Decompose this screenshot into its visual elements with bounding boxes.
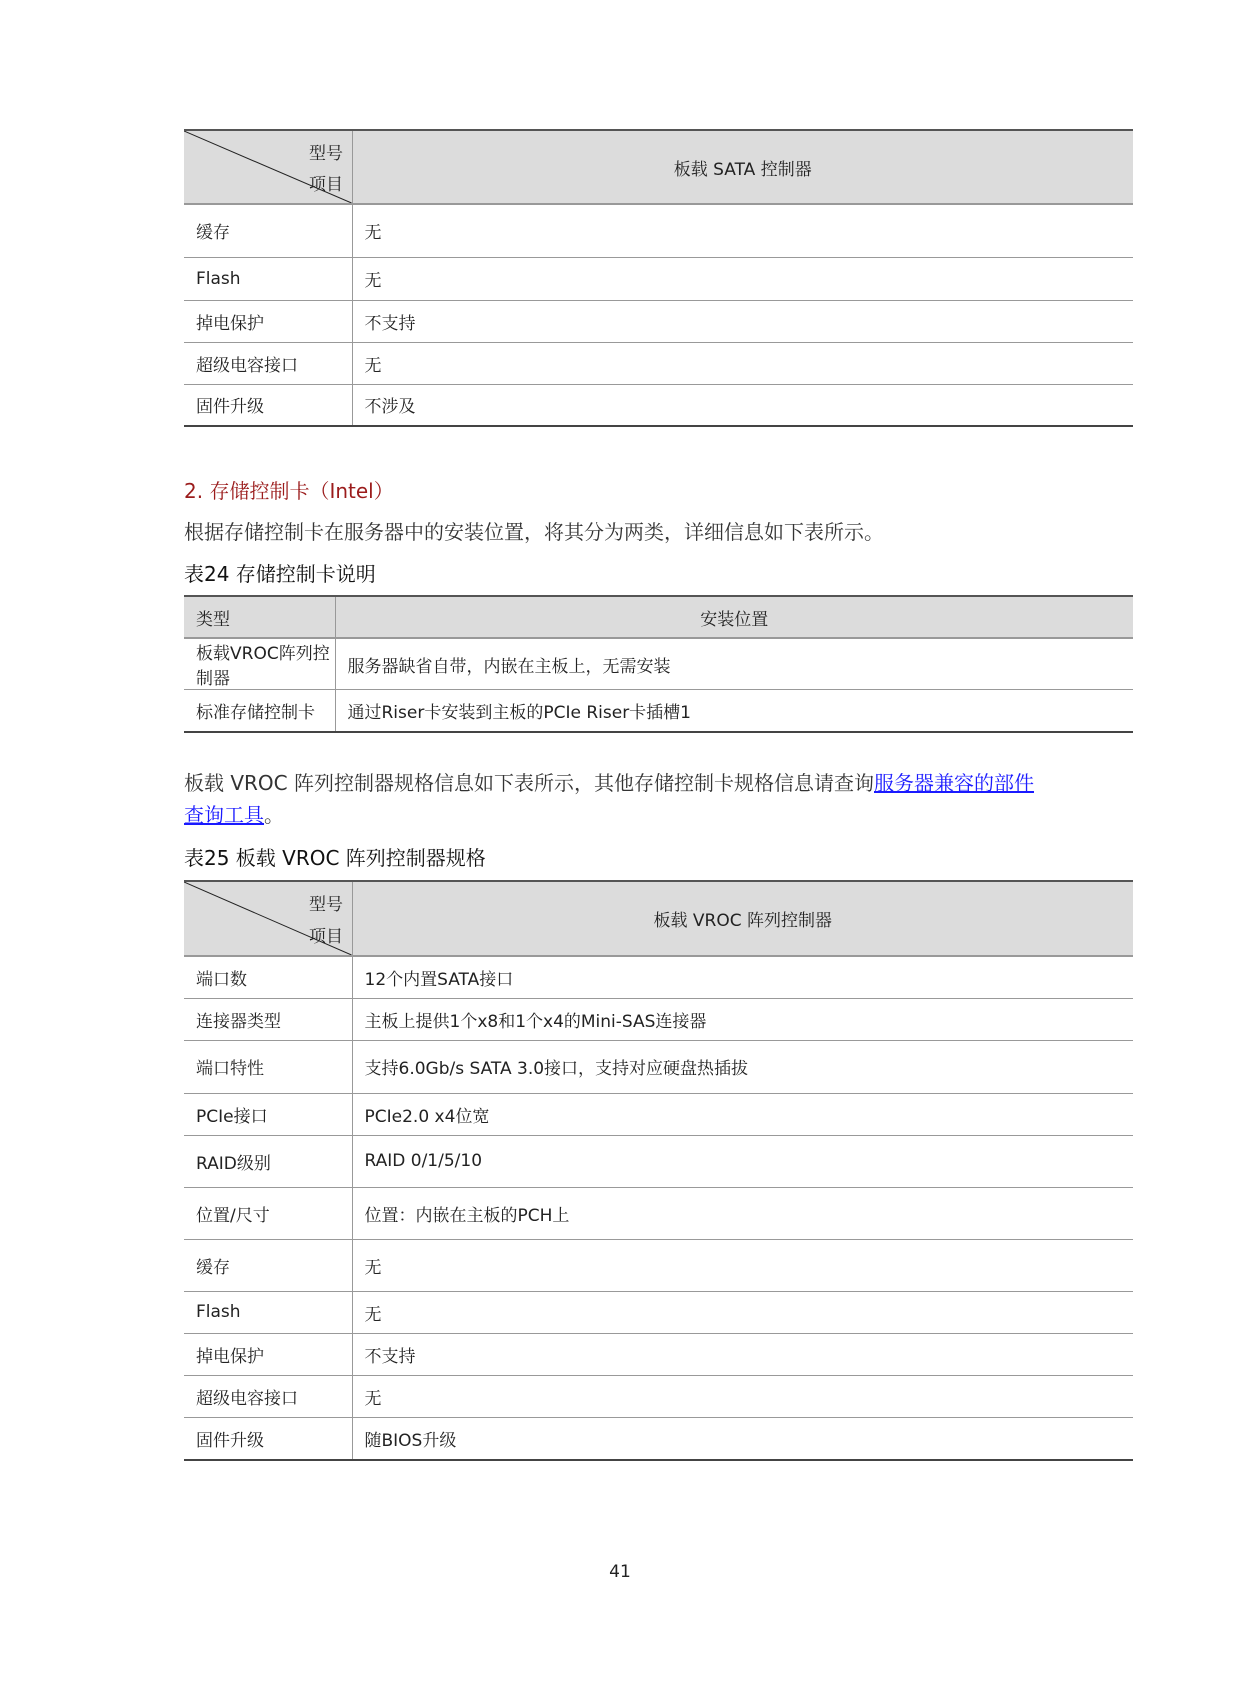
table-row — [184, 1291, 1133, 1333]
table-row — [184, 1333, 1133, 1375]
page-number: 41 — [609, 1562, 631, 1582]
table-row — [184, 1417, 1133, 1460]
table-row — [184, 998, 1133, 1040]
corner-label-item: 项目 — [309, 927, 343, 947]
row-value: 随BIOS升级 — [352, 1417, 1133, 1460]
table-row — [184, 1187, 1133, 1239]
section-heading: 2. 存储控制卡（Intel） — [184, 479, 394, 503]
column-header: 板载 VROC 阵列控制器 — [352, 881, 1133, 956]
paragraph-end: 。 — [264, 803, 284, 827]
table-row — [184, 257, 1133, 300]
row-item: 位置/尺寸 — [184, 1187, 352, 1239]
table-row — [184, 690, 1133, 732]
row-item: 端口数 — [184, 956, 352, 998]
row-item: PCIe接口 — [184, 1093, 352, 1135]
row-value: 无 — [352, 204, 1133, 257]
table24-caption: 表24 存储控制卡说明 — [184, 562, 376, 586]
row-item: Flash — [184, 1291, 352, 1333]
row-location: 服务器缺省自带，内嵌在主板上，无需安装 — [335, 638, 1133, 690]
row-item: 连接器类型 — [184, 998, 352, 1040]
row-type: 标准存储控制卡 — [184, 690, 335, 732]
row-item: 超级电容接口 — [184, 1375, 352, 1417]
row-value: PCIe2.0 x4位宽 — [352, 1093, 1133, 1135]
paragraph-text: 板载 VROC 阵列控制器规格信息如下表所示，其他存储控制卡规格信息请查询 — [184, 771, 874, 795]
row-type: 板载VROC阵列控制器 — [184, 638, 335, 690]
table-row — [184, 342, 1133, 384]
diagonal-header-cell — [184, 130, 352, 204]
row-item: 掉电保护 — [184, 300, 352, 342]
table-row — [184, 638, 1133, 690]
row-location: 通过Riser卡安装到主板的PCIe Riser卡插槽1 — [335, 690, 1133, 732]
diagonal-header-cell — [184, 881, 352, 956]
row-item: 固件升级 — [184, 384, 352, 426]
corner-label-model: 型号 — [309, 895, 343, 915]
column-header-type: 类型 — [184, 596, 335, 638]
row-item: Flash — [184, 257, 352, 300]
table-row — [184, 204, 1133, 257]
row-value: 无 — [352, 1291, 1133, 1333]
row-item: 缓存 — [184, 204, 352, 257]
row-value: 主板上提供1个x8和1个x4的Mini-SAS连接器 — [352, 998, 1133, 1040]
table-row — [184, 1135, 1133, 1187]
row-value: 不支持 — [352, 1333, 1133, 1375]
column-header: 板载 SATA 控制器 — [352, 130, 1133, 204]
table-row — [184, 384, 1133, 426]
row-item: 端口特性 — [184, 1040, 352, 1093]
row-value: 支持6.0Gb/s SATA 3.0接口，支持对应硬盘热插拔 — [352, 1040, 1133, 1093]
row-item: 缓存 — [184, 1239, 352, 1291]
row-value: 位置：内嵌在主板的PCH上 — [352, 1187, 1133, 1239]
row-value: 不涉及 — [352, 384, 1133, 426]
row-value: 不支持 — [352, 300, 1133, 342]
row-value: 无 — [352, 1375, 1133, 1417]
table-row — [184, 956, 1133, 998]
table-row — [184, 1375, 1133, 1417]
row-value: 无 — [352, 342, 1133, 384]
table-storage-controller-types — [184, 595, 1133, 733]
column-header-location: 安装位置 — [335, 596, 1133, 638]
corner-label-item: 项目 — [309, 175, 343, 195]
row-value: RAID 0/1/5/10 — [352, 1135, 1133, 1187]
row-item: 固件升级 — [184, 1417, 352, 1460]
link-text[interactable]: 服务器兼容的部件 — [874, 771, 1034, 795]
spec-paragraph — [184, 767, 1124, 831]
intro-text: 根据存储控制卡在服务器中的安装位置，将其分为两类，详细信息如下表所示。 — [184, 520, 884, 544]
row-value: 无 — [352, 257, 1133, 300]
row-value: 无 — [352, 1239, 1133, 1291]
table-row — [184, 1239, 1133, 1291]
table-row — [184, 1093, 1133, 1135]
link-text[interactable]: 查询工具 — [184, 803, 264, 827]
row-value: 12个内置SATA接口 — [352, 956, 1133, 998]
table-row — [184, 1040, 1133, 1093]
row-item: 掉电保护 — [184, 1333, 352, 1375]
table-sata-controller-specs — [184, 129, 1133, 427]
corner-label-model: 型号 — [309, 144, 343, 164]
row-item: RAID级别 — [184, 1135, 352, 1187]
row-item: 超级电容接口 — [184, 342, 352, 384]
table-vroc-specs — [184, 880, 1133, 1461]
table25-caption: 表25 板载 VROC 阵列控制器规格 — [184, 846, 486, 870]
table-row — [184, 300, 1133, 342]
